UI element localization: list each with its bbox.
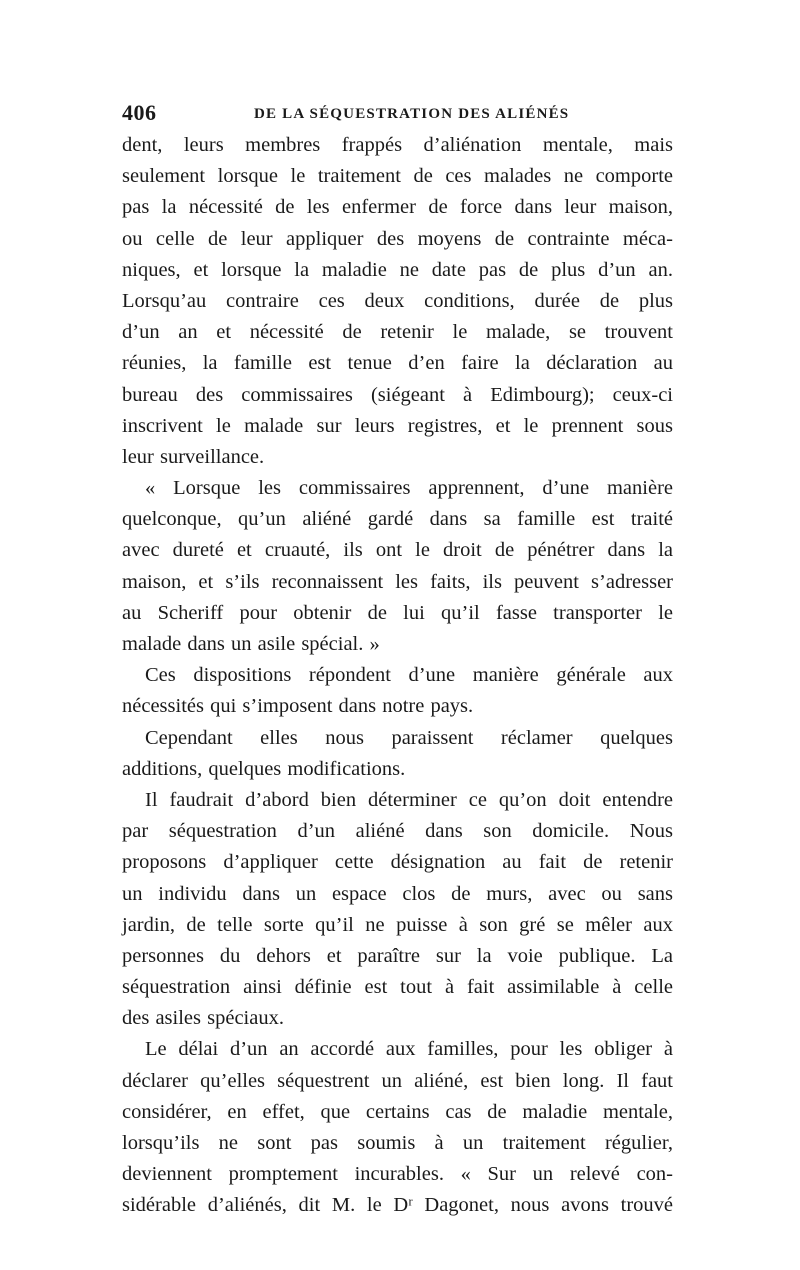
text-line: deviennent promptement incurables. « Sur un relevé con- [122,1163,673,1186]
text-line: réunies, la famille est tenue d’en faire la déclaration au [122,352,673,375]
text-line: dent, leurs membres frappés d’aliénation mentale, mais [122,134,673,156]
running-title: DE LA SÉQUESTRATION DES ALIÉNÉS [254,106,570,122]
text-line: avec dureté et cruauté, ils ont le droit de pénétrer dans la [122,539,673,562]
text-line: lorsqu’ils ne sont pas soumis à un traitement régulier, [122,1132,673,1154]
page-number: 406 [122,100,157,125]
text-line: maison, et s’ils reconnaissent les faits, ils peuvent s’adresser [122,570,673,593]
text-line: Lorsqu’au contraire ces deux conditions, durée de plus [122,289,673,312]
text-line: par séquestration d’un aliéné dans son domicile. Nous [122,820,673,843]
text-line: un individu dans un espace clos de murs, avec ou sans [122,882,673,905]
text-line: Le délai d’un an accordé aux familles, pour les obliger à [145,1038,673,1061]
text-line: ou celle de leur appliquer des moyens de contrainte méca- [122,227,673,250]
text-line: niques, et lorsque la maladie ne date pas de plus d’un an. [122,258,673,281]
text-line: leur surveillance. [122,445,265,468]
text-line: considérer, en effet, que certains cas de maladie mentale, [122,1100,673,1123]
text-line: malade dans un asile spécial. » [122,633,380,655]
text-line: pas la nécessité de les enfermer de force dans leur maison, [122,196,673,219]
text-line: inscrivent le malade sur leurs registres, et le prennent sous [122,414,673,437]
text-line: au Scheriff pour obtenir de lui qu’il fasse transporter le [122,601,673,624]
text-line: « Lorsque les commissaires apprennent, d’une manière [145,477,673,500]
text-line: Cependant elles nous paraissent réclamer quelques [145,726,673,749]
text-line: séquestration ainsi définie est tout à fait assimilable à celle [122,976,673,999]
text-line: quelconque, qu’un aliéné gardé dans sa famille est traité [122,508,673,531]
text-line: sidérable d’aliénés, dit M. le Dʳ Dagonet, nous avons trouvé [122,1194,673,1217]
text-line: Il faudrait d’abord bien déterminer ce qu’on doit entendre [145,788,673,811]
text-line: Ces dispositions répondent d’une manière générale aux [145,664,673,687]
text-line: nécessités qui s’imposent dans notre pays. [122,695,474,718]
running-head [122,100,682,130]
text-line: additions, quelques modifications. [122,757,406,780]
text-line: déclarer qu’elles séquestrent un aliéné, est bien long. Il faut [122,1069,673,1092]
text-line: proposons d’appliquer cette désignation au fait de retenir [122,851,673,874]
text-line: personnes du dehors et paraître sur la voie publique. La [122,944,673,967]
text-line: d’un an et nécessité de retenir le malade, se trouvent [122,321,673,344]
text-line: jardin, de telle sorte qu’il ne puisse à son gré se mêler aux [122,913,673,936]
text-line: des asiles spéciaux. [122,1007,284,1030]
body-text [122,130,673,1222]
text-line: seulement lorsque le traitement de ces malades ne comporte [122,165,673,188]
text-line: bureau des commissaires (siégeant à Edimbourg); ceux-ci [122,383,673,406]
